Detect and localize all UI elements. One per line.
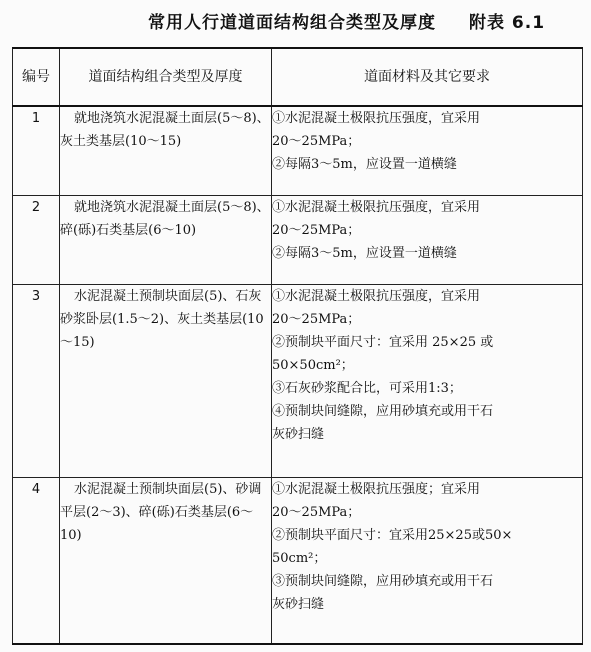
requirement-line: 50×50cm²；	[272, 358, 354, 373]
requirements-cell	[272, 285, 583, 478]
requirement-line: 20～25MPa；	[272, 223, 361, 238]
table-header-row	[13, 48, 583, 106]
structure-cell: 就地浇筑水泥混凝土面层(5～8)、碎(砾)石类基层(6～10)	[60, 196, 272, 285]
requirement-line: 20～25MPa；	[272, 505, 361, 520]
pavement-structure-table	[12, 47, 583, 645]
structure-cell: 就地浇筑水泥混凝土面层(5～8)、灰土类基层(10～15)	[60, 106, 272, 196]
requirement-line: ③石灰砂浆配合比，可采用1:3；	[272, 381, 462, 396]
table-number: 附表 6.1	[469, 13, 546, 33]
requirement-line: 20～25MPa；	[272, 312, 361, 327]
table-row	[13, 478, 583, 645]
requirement-line: ②预制块平面尺寸：宜采用 25×25 或	[272, 335, 494, 350]
row-number: 3	[13, 285, 60, 478]
requirement-line: ③预制块间缝隙，应用砂填充或用干石	[272, 574, 494, 589]
requirement-line: ①水泥混凝土极限抗压强度；宜采用	[272, 482, 481, 497]
structure-cell: 水泥混凝土预制块面层(5)、石灰砂浆卧层(1.5～2)、灰土类基层(10～15)	[60, 285, 272, 478]
requirement-line: 20～25MPa；	[272, 134, 361, 149]
header-number: 编号	[13, 48, 60, 106]
requirements-cell	[272, 478, 583, 645]
row-number: 1	[13, 106, 60, 196]
structure-cell: 水泥混凝土预制块面层(5)、砂调平层(2～3)、碎(砾)石类基层(6～10)	[60, 478, 272, 645]
requirement-line: ①水泥混凝土极限抗压强度，宜采用	[272, 111, 481, 126]
requirement-line: 灰砂扫缝	[272, 597, 325, 612]
table-title: 常用人行道道面结构组合类型及厚度	[148, 13, 436, 33]
row-number: 2	[13, 196, 60, 285]
table-caption	[0, 8, 591, 32]
requirement-line: ②每隔3～5m，应设置一道横缝	[272, 246, 457, 261]
header-structure: 道面结构组合类型及厚度	[60, 48, 272, 106]
table-row	[13, 196, 583, 285]
requirement-line: ①水泥混凝土极限抗压强度，宜采用	[272, 289, 481, 304]
requirement-line: ④预制块间缝隙，应用砂填充或用干石	[272, 404, 494, 419]
requirement-line: ②每隔3～5m，应设置一道横缝	[272, 157, 457, 172]
requirements-cell	[272, 196, 583, 285]
requirement-line: ②预制块平面尺寸：宜采用25×25或50×	[272, 528, 513, 543]
requirements-cell	[272, 106, 583, 196]
table-row	[13, 285, 583, 478]
header-requirements: 道面材料及其它要求	[272, 48, 583, 106]
table-row	[13, 106, 583, 196]
row-number: 4	[13, 478, 60, 645]
requirement-line: 灰砂扫缝	[272, 427, 325, 442]
requirement-line: 50cm²；	[272, 551, 327, 566]
requirement-line: ①水泥混凝土极限抗压强度，宜采用	[272, 200, 481, 215]
